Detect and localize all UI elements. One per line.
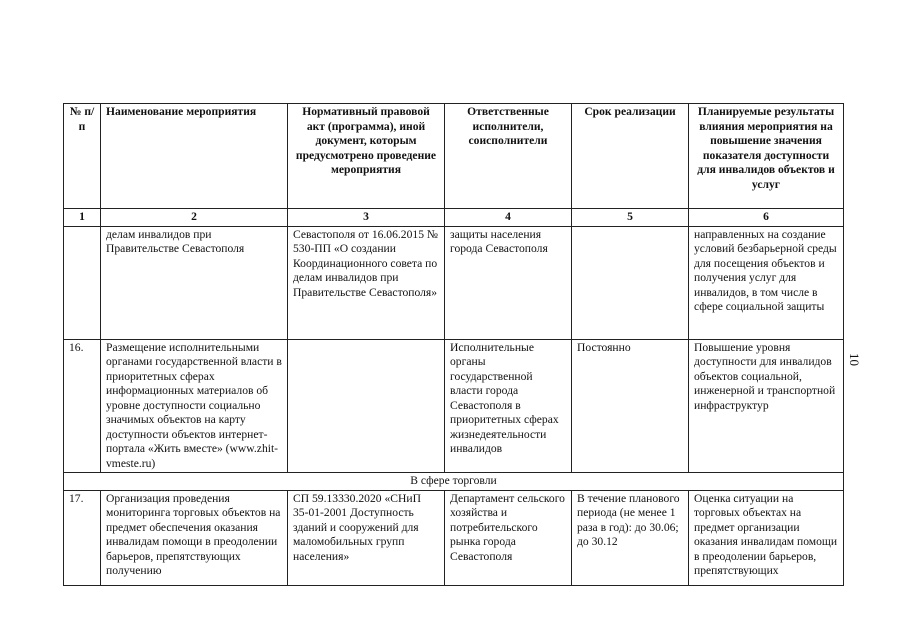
- measure-result: направленных на создание условий безбарьерной среды для посещения объектов и получения услуг для инвалидов, в том числе в сфере социальной защиты: [689, 226, 844, 339]
- measure-act: [288, 339, 445, 473]
- measure-responsible: защиты населения города Севастополя: [445, 226, 572, 339]
- header-result: Планируемые результаты влияния мероприятия на повышение значения показателя доступности для инвалидов объектов и услуг: [689, 104, 844, 209]
- measure-result: Оценка ситуации на торговых объектах на предмет организации оказания инвалидам помощи в преодолении барьеров, препятствующих: [689, 490, 844, 585]
- measure-term: В течение планового периода (не менее 1 раза в год): до 30.06; до 30.12: [572, 490, 689, 585]
- column-number: 1: [64, 209, 101, 227]
- column-number: 2: [101, 209, 288, 227]
- header-num: № п/п: [64, 104, 101, 209]
- header-responsible: Ответственные исполнители, соисполнители: [445, 104, 572, 209]
- column-number: 6: [689, 209, 844, 227]
- header-term: Срок реализации: [572, 104, 689, 209]
- measure-responsible: Исполнительные органы государственной власти города Севастополя в приоритетных сферах жизнедеятельности инвалидов: [445, 339, 572, 473]
- measures-table: [63, 103, 844, 586]
- measure-term: Постоянно: [572, 339, 689, 473]
- header-act: Нормативный правовой акт (программа), иной документ, которым предусмотрено проведение мероприятия: [288, 104, 445, 209]
- column-number: 3: [288, 209, 445, 227]
- table-header-row: [64, 104, 844, 209]
- measure-name: делам инвалидов при Правительстве Севастополя: [101, 226, 288, 339]
- header-name: Наименование мероприятия: [101, 104, 288, 209]
- section-title: В сфере торговли: [64, 473, 844, 491]
- table-row: [64, 226, 844, 339]
- measure-term: [572, 226, 689, 339]
- measure-name: Размещение исполнительными органами государственной власти в приоритетных сферах информационных материалов об уровне доступности социально значимых объектов на карту доступности объектов интернет-портала «Жить вместе» (www.zhit-vmeste.ru): [101, 339, 288, 473]
- measure-act: Севастополя от 16.06.2015 № 530-ПП «О создании Координационного совета по делам инвалидов при Правительстве Севастополя»: [288, 226, 445, 339]
- row-number: 16.: [64, 339, 101, 473]
- page-number: 10: [847, 353, 862, 366]
- row-number: [64, 226, 101, 339]
- column-number: 5: [572, 209, 689, 227]
- measure-responsible: Департамент сельского хозяйства и потребительского рынка города Севастополя: [445, 490, 572, 585]
- column-number-row: [64, 209, 844, 227]
- table-row: [64, 490, 844, 585]
- table-row: [64, 339, 844, 473]
- row-number: 17.: [64, 490, 101, 585]
- measure-act: СП 59.13330.2020 «СНиП 35-01-2001 Доступность зданий и сооружений для маломобильных групп населения»: [288, 490, 445, 585]
- measure-name: Организация проведения мониторинга торговых объектов на предмет обеспечения оказания инвалидам помощи в преодолении барьеров, препятствующих получению: [101, 490, 288, 585]
- column-number: 4: [445, 209, 572, 227]
- measure-result: Повышение уровня доступности для инвалидов объектов социальной, инженерной и транспортной инфраструктур: [689, 339, 844, 473]
- section-row: [64, 473, 844, 491]
